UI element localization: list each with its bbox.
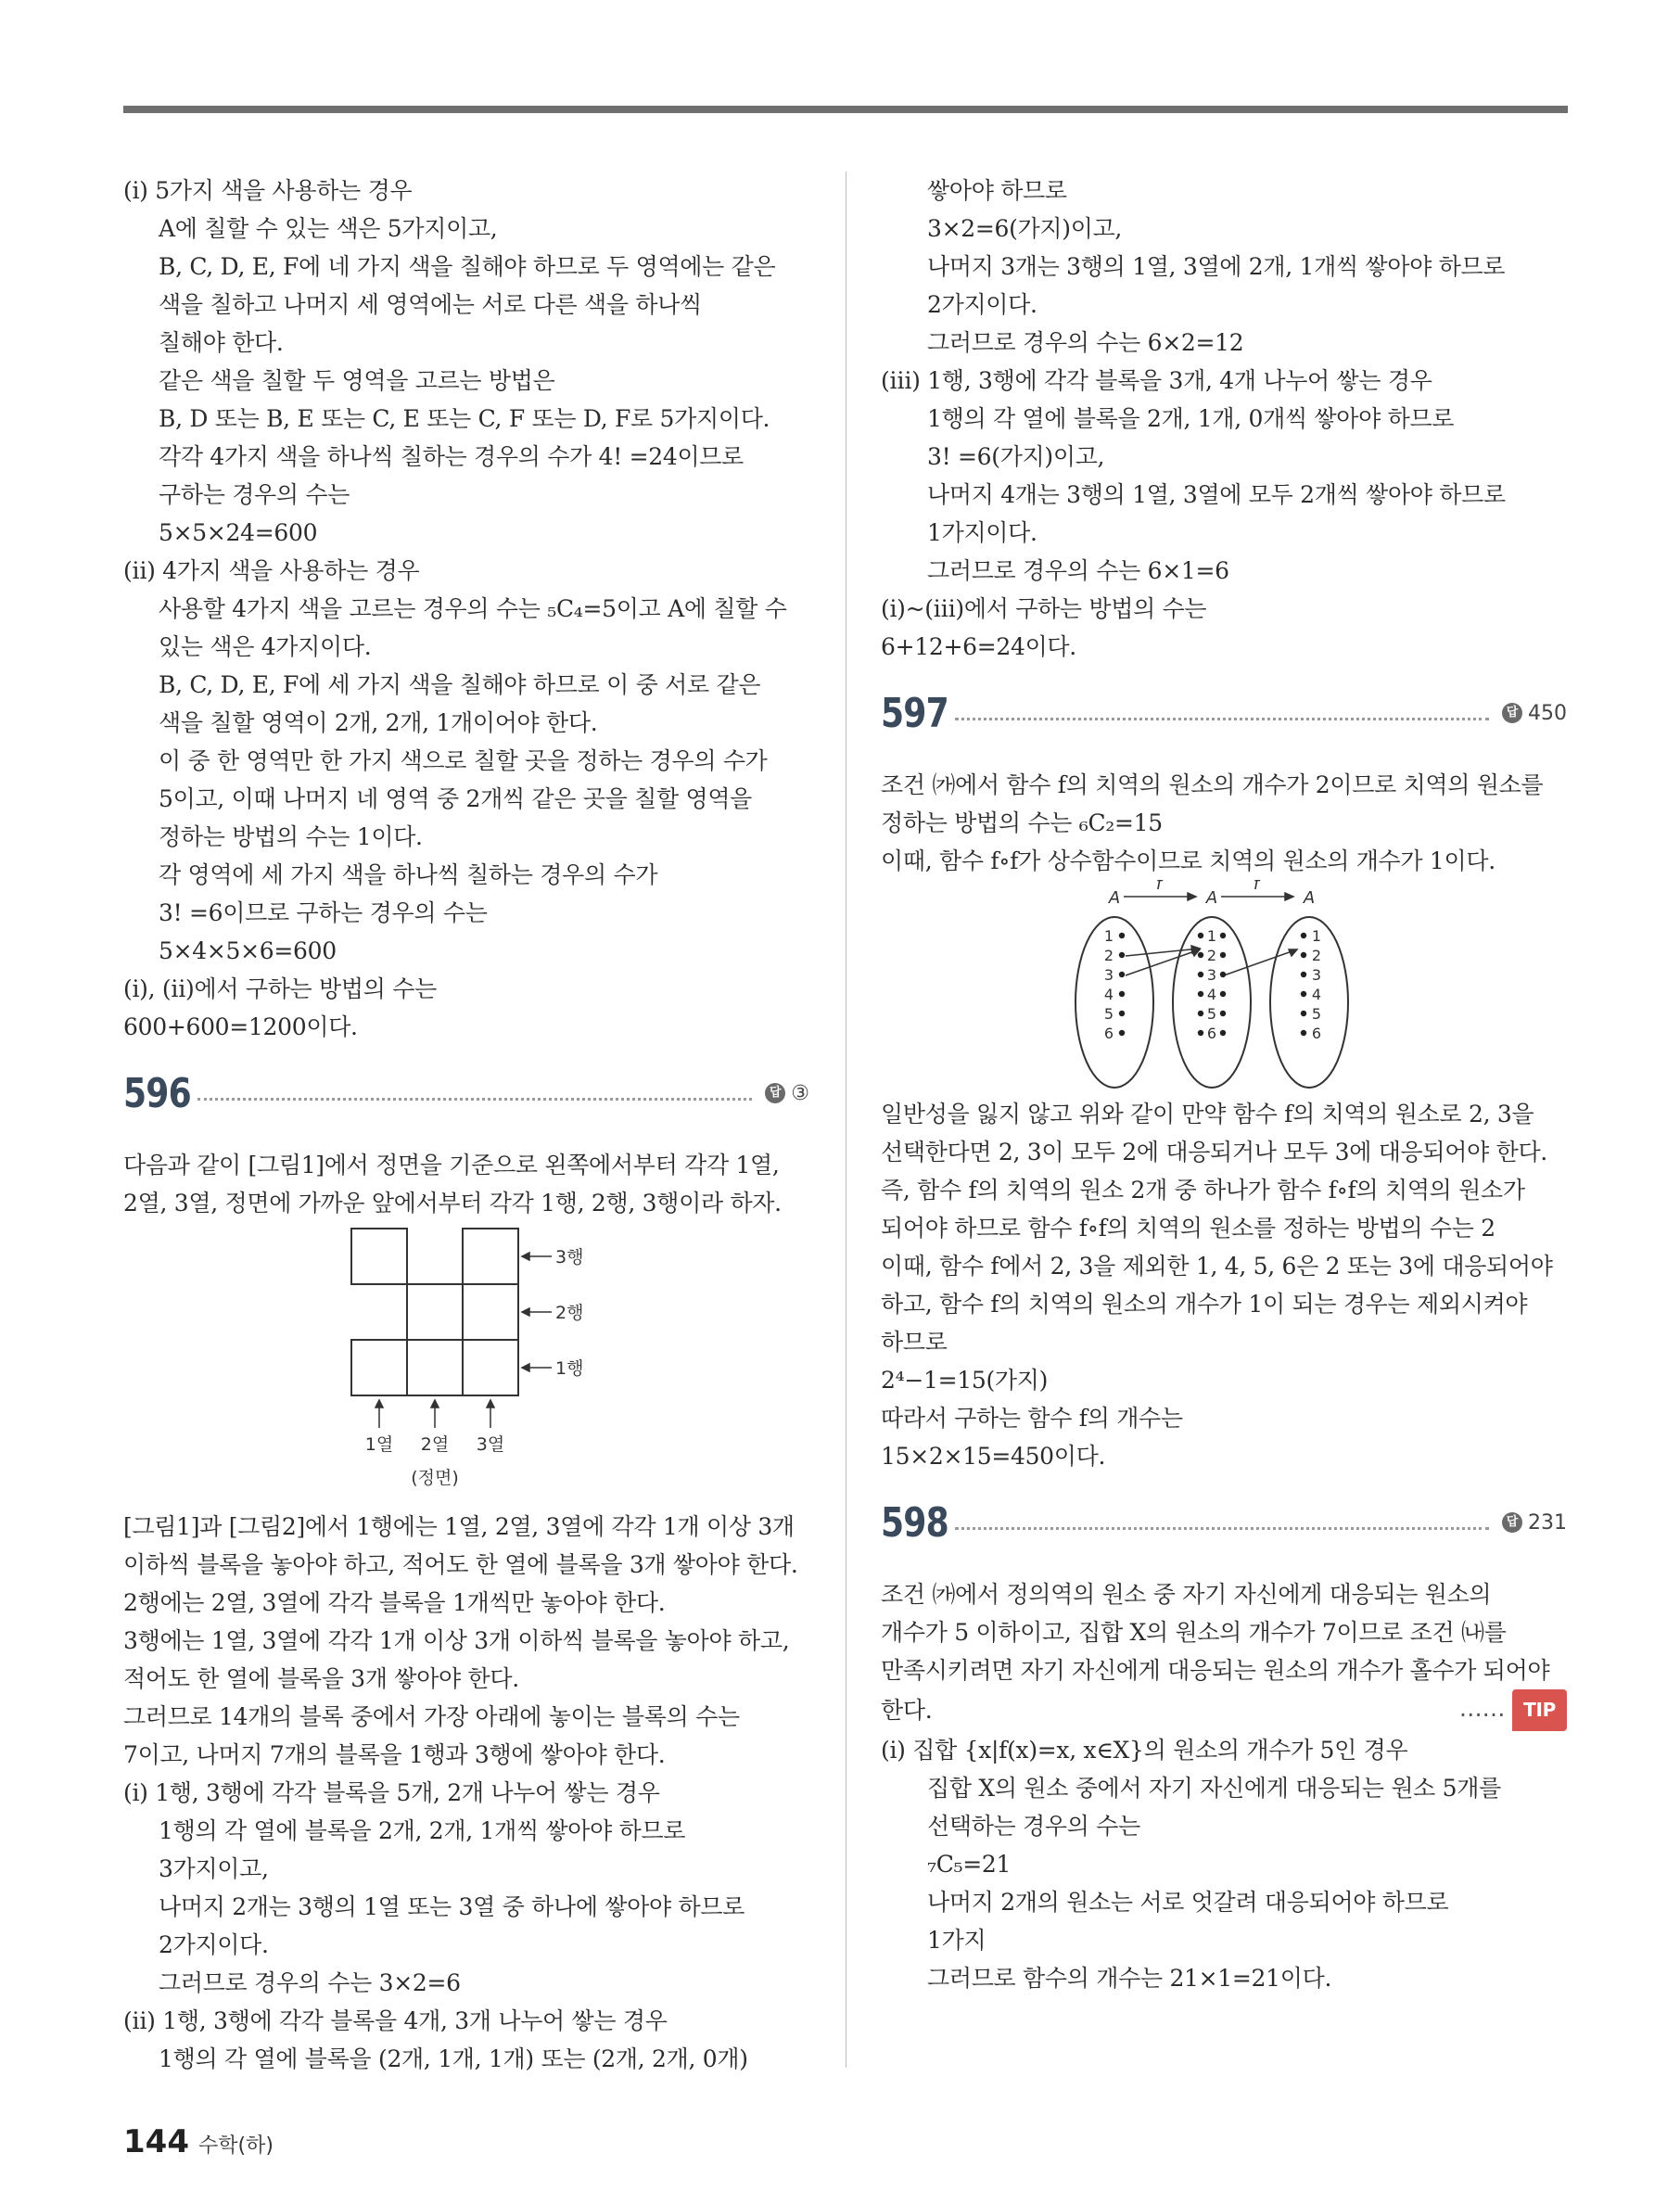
- text-line: (ⅰ) 1행, 3행에 각각 블록을 5개, 2개 나누어 쌓는 경우: [123, 1779, 660, 1806]
- text-line: 그러므로 14개의 블록 중에서 가장 아래에 놓이는 블록의 수는: [123, 1703, 740, 1730]
- text-line: 각각 4가지 색을 하나씩 칠하는 경우의 수가 4! =24이므로: [159, 443, 744, 470]
- text-line: 하므로: [881, 1329, 948, 1356]
- set-element-dot: [1198, 933, 1203, 938]
- set-label-a: A: [1108, 888, 1121, 908]
- set-element-dot: [1220, 991, 1226, 997]
- text-line: (ⅰ)~(ⅲ)에서 구하는 방법의 수는: [881, 595, 1207, 622]
- text-line: 적어도 한 열에 블록을 3개 쌓아야 한다.: [123, 1665, 519, 1692]
- text-line: (ⅰ) 집합 {x|f(x)=x, x∈X}의 원소의 개수가 5인 경우: [881, 1737, 1408, 1764]
- set-element-dot: [1301, 933, 1306, 938]
- func-label-f: f: [1253, 880, 1260, 894]
- set-element-dot: [1119, 1030, 1125, 1036]
- set-element-dot: [1119, 991, 1125, 997]
- set-element-label: 3: [1206, 966, 1217, 984]
- problem-number: 598: [881, 1498, 948, 1547]
- text-line: 1행의 각 열에 블록을 2개, 1개, 0개씩 쌓아야 하므로: [927, 405, 1455, 432]
- set-element-label: 4: [1311, 986, 1322, 1003]
- text-line: 그러므로 경우의 수는 3×2=6: [159, 1969, 461, 1996]
- answer-icon: 답: [765, 1083, 785, 1103]
- text-line: 1행의 각 열에 블록을 2개, 2개, 1개씩 쌓아야 하므로: [159, 1817, 686, 1844]
- text-line: 3가지이고,: [159, 1855, 269, 1882]
- row-label-3: 3행: [555, 1247, 584, 1267]
- text-line: 만족시키려면 자기 자신에게 대응되는 원소의 개수가 홀수가 되어야: [881, 1657, 1550, 1684]
- function-mapping-figure: [881, 880, 1567, 1095]
- row-label-1: 1행: [555, 1358, 584, 1379]
- text-line: 집합 X의 원소 중에서 자기 자신에게 대응되는 원소 5개를: [927, 1775, 1501, 1802]
- text-line: 5이고, 이때 나머지 네 영역 중 2개씩 같은 곳을 칠할 영역을: [159, 785, 753, 812]
- answer-value: ③: [791, 1081, 809, 1105]
- text-line: 선택한다면 2, 3이 모두 2에 대응되거나 모두 3에 대응되어야 한다.: [881, 1139, 1547, 1166]
- text-line: 사용할 4가지 색을 고르는 경우의 수는 ₅C₄=5이고 A에 칠할 수: [159, 595, 787, 622]
- problem-598-header: [881, 1492, 1567, 1553]
- answer-value: 450: [1528, 701, 1567, 725]
- set-element-dot: [1198, 1030, 1203, 1036]
- set-element-dot: [1198, 1011, 1203, 1016]
- set-element-label: 3: [1311, 966, 1322, 984]
- text-line: 6+12+6=24이다.: [881, 633, 1076, 660]
- text-line: (ⅱ) 1행, 3행에 각각 블록을 4개, 3개 나누어 쌓는 경우: [123, 2007, 668, 2034]
- text-line: 3! =6(가지)이고,: [927, 443, 1105, 470]
- text-line: 3행에는 1열, 3열에 각각 1개 이상 3개 이하씩 블록을 놓아야 하고,: [123, 1627, 790, 1654]
- set-element-dot: [1301, 952, 1306, 958]
- text-line: 3×2=6(가지)이고,: [927, 215, 1123, 242]
- page-number: 144: [123, 2123, 189, 2160]
- block-grid-svg: [123, 1222, 809, 1508]
- page-footer: [123, 2123, 274, 2160]
- text-line: 나머지 2개는 3행의 1열 또는 3열 중 하나에 쌓아야 하므로: [159, 1893, 745, 1920]
- text-line: 한다.: [881, 1697, 933, 1724]
- text-line: 이하씩 블록을 놓아야 하고, 적어도 한 열에 블록을 3개 쌓아야 한다.: [123, 1551, 798, 1578]
- set-element-label: 3: [1103, 966, 1114, 984]
- set-element-label: 6: [1103, 1025, 1114, 1042]
- text-line: ₇C₅=21: [927, 1851, 1012, 1878]
- set-element-dot: [1301, 1011, 1306, 1016]
- text-line: 7이고, 나머지 7개의 블록을 1행과 3행에 쌓아야 한다.: [123, 1741, 666, 1768]
- set-element-label: 4: [1103, 986, 1114, 1003]
- text-line: 개수가 5 이하이고, 집합 X의 원소의 개수가 7이므로 조건 ㈏를: [881, 1619, 1507, 1646]
- set-element-label: 1: [1311, 927, 1322, 945]
- right-column: [881, 172, 1567, 1997]
- problem-number: 597: [881, 689, 948, 737]
- row-label-2: 2행: [555, 1303, 584, 1323]
- text-line: 그러므로 경우의 수는 6×2=12: [927, 329, 1244, 356]
- answer-badge: [1502, 702, 1567, 725]
- text-line: 일반성을 잃지 않고 위와 같이 만약 함수 f의 치역의 원소로 2, 3을: [881, 1101, 1534, 1127]
- text-line: 15×2×15=450이다.: [881, 1443, 1106, 1470]
- set-element-label: 2: [1311, 947, 1322, 964]
- set-element-dot: [1220, 952, 1226, 958]
- tip-line: [881, 1689, 1567, 1731]
- text-line: [그림1]과 [그림2]에서 1행에는 1열, 2열, 3열에 각각 1개 이상 3개: [123, 1513, 795, 1540]
- col-label-2: 2열: [420, 1434, 450, 1455]
- set-label-a: A: [1205, 888, 1218, 908]
- set-element-dot: [1301, 991, 1306, 997]
- text-line: 2열, 3열, 정면에 가까운 앞에서부터 각각 1행, 2행, 3행이라 하자.: [123, 1190, 782, 1217]
- text-line: 이 중 한 영역만 한 가지 색으로 칠할 곳을 정하는 경우의 수가: [159, 747, 768, 774]
- problem-596-header: [123, 1063, 809, 1124]
- set-element-dot: [1198, 952, 1203, 958]
- book-title: 수학(하): [197, 2134, 274, 2158]
- problem-number: 596: [123, 1069, 191, 1117]
- set-element-dot: [1220, 972, 1226, 977]
- text-line: 각 영역에 세 가지 색을 하나씩 칠하는 경우의 수가: [159, 861, 658, 888]
- text-line: 그러므로 경우의 수는 6×1=6: [927, 557, 1229, 584]
- text-line: 나머지 4개는 3행의 1열, 3열에 모두 2개씩 쌓아야 하므로: [927, 481, 1506, 508]
- text-line: 따라서 구하는 함수 f의 개수는: [881, 1405, 1183, 1432]
- text-line: B, D 또는 B, E 또는 C, E 또는 C, F 또는 D, F로 5가지이다.: [159, 405, 770, 432]
- set-element-dot: [1198, 991, 1203, 997]
- col-label-1: 1열: [364, 1434, 394, 1455]
- set-label-a: A: [1303, 888, 1316, 908]
- text-line: 1가지이다.: [927, 519, 1037, 546]
- problem-597-header: [881, 682, 1567, 744]
- block-grid-figure: [123, 1222, 809, 1508]
- answer-icon: 답: [1502, 1512, 1522, 1533]
- text-line: 2행에는 2열, 3열에 각각 블록을 1개씩만 놓아야 한다.: [123, 1589, 666, 1616]
- text-line: 되어야 하므로 함수 f∘f의 치역의 원소를 정하는 방법의 수는 2: [881, 1215, 1495, 1242]
- text-line: 5×5×24=600: [159, 519, 318, 546]
- answer-value: 231: [1528, 1510, 1567, 1535]
- set-element-dot: [1301, 1030, 1306, 1036]
- set-element-label: 5: [1206, 1005, 1217, 1023]
- tip-dots: ……: [1458, 1695, 1506, 1722]
- text-line: 조건 ㈎에서 함수 f의 치역의 원소의 개수가 2이므로 치역의 원소를: [881, 771, 1544, 798]
- text-line: B, C, D, E, F에 네 가지 색을 칠해야 하므로 두 영역에는 같은: [159, 253, 776, 280]
- tip-marker: [1459, 1689, 1567, 1731]
- text-line: B, C, D, E, F에 세 가지 색을 칠해야 하므로 이 중 서로 같은: [159, 671, 761, 698]
- set-element-label: 2: [1206, 947, 1217, 964]
- text-line: 600+600=1200이다.: [123, 1013, 358, 1040]
- col-label-3: 3열: [476, 1434, 505, 1455]
- text-line: 2가지이다.: [927, 291, 1037, 318]
- text-line: (ⅰ) 5가지 색을 사용하는 경우: [123, 177, 413, 204]
- set-element-label: 6: [1206, 1025, 1217, 1042]
- set-element-dot: [1119, 1011, 1125, 1016]
- text-line: (ⅰ), (ⅱ)에서 구하는 방법의 수는: [123, 975, 437, 1002]
- left-column: [123, 172, 809, 2078]
- text-line: 있는 색은 4가지이다.: [159, 633, 372, 660]
- text-line: 2가지이다.: [159, 1931, 269, 1958]
- text-line: (ⅱ) 4가지 색을 사용하는 경우: [123, 557, 420, 584]
- text-line: 이때, 함수 f∘f가 상수함수이므로 치역의 원소의 개수가 1이다.: [881, 847, 1495, 874]
- set-element-dot: [1301, 972, 1306, 977]
- text-line: 5×4×5×6=600: [159, 937, 337, 964]
- text-line: (ⅲ) 1행, 3행에 각각 블록을 3개, 4개 나누어 쌓는 경우: [881, 367, 1432, 394]
- tip-badge[interactable]: TIP: [1512, 1689, 1567, 1731]
- text-line: 정하는 방법의 수는 ₆C₂=15: [881, 809, 1163, 836]
- front-label: (정면): [411, 1468, 459, 1488]
- set-element-dot: [1119, 933, 1125, 938]
- text-line: 같은 색을 칠할 두 영역을 고르는 방법은: [159, 367, 555, 394]
- text-line: A에 칠할 수 있는 색은 5가지이고,: [159, 215, 498, 242]
- set-element-label: 4: [1206, 986, 1217, 1003]
- set-element-label: 5: [1311, 1005, 1322, 1023]
- text-line: 칠해야 한다.: [159, 329, 284, 356]
- set-element-label: 1: [1103, 927, 1114, 945]
- text-line: 다음과 같이 [그림1]에서 정면을 기준으로 왼쪽에서부터 각각 1열,: [123, 1152, 780, 1178]
- set-element-dot: [1119, 972, 1125, 977]
- answer-icon: 답: [1502, 703, 1522, 723]
- set-element-dot: [1220, 933, 1226, 938]
- top-rule: [123, 106, 1568, 113]
- text-line: 1행의 각 열에 블록을 (2개, 1개, 1개) 또는 (2개, 2개, 0개): [159, 2045, 748, 2072]
- text-line: 조건 ㈎에서 정의역의 원소 중 자기 자신에게 대응되는 원소의: [881, 1581, 1492, 1608]
- text-line: 색을 칠하고 나머지 세 영역에는 서로 다른 색을 하나씩: [159, 291, 702, 318]
- dotted-leader: [197, 1098, 752, 1101]
- dotted-leader: [955, 1527, 1489, 1530]
- answer-badge: [1502, 1511, 1567, 1535]
- set-element-label: 1: [1206, 927, 1217, 945]
- func-label-f: f: [1155, 880, 1163, 894]
- set-element-label: 5: [1103, 1005, 1114, 1023]
- text-line: 하고, 함수 f의 치역의 원소의 개수가 1이 되는 경우는 제외시켜야: [881, 1291, 1528, 1318]
- text-line: 구하는 경우의 수는: [159, 481, 350, 508]
- answer-badge: [765, 1082, 809, 1105]
- text-line: 이때, 함수 f에서 2, 3을 제외한 1, 4, 5, 6은 2 또는 3에 대응되어야: [881, 1253, 1553, 1280]
- set-element-dot: [1220, 1011, 1226, 1016]
- text-line: 색을 칠할 영역이 2개, 2개, 1개이어야 한다.: [159, 709, 598, 736]
- text-line: 2⁴−1=15(가지): [881, 1367, 1049, 1394]
- set-element-label: 2: [1103, 947, 1114, 964]
- text-line: 선택하는 경우의 수는: [927, 1813, 1140, 1840]
- text-line: 나머지 2개의 원소는 서로 엇갈려 대응되어야 하므로: [927, 1889, 1449, 1916]
- text-line: 즉, 함수 f의 치역의 원소 2개 중 하나가 함수 f∘f의 치역의 원소가: [881, 1177, 1525, 1204]
- text-line: 정하는 방법의 수는 1이다.: [159, 823, 423, 850]
- text-line: 쌓아야 하므로: [927, 177, 1067, 204]
- set-element-label: 6: [1311, 1025, 1322, 1042]
- set-element-dot: [1198, 972, 1203, 977]
- set-element-dot: [1220, 1030, 1226, 1036]
- mapping-svg: [881, 880, 1567, 1095]
- text-line: 1가지: [927, 1927, 986, 1954]
- dotted-leader: [955, 718, 1489, 720]
- set-element-dot: [1119, 952, 1125, 958]
- text-line: 그러므로 함수의 개수는 21×1=21이다.: [927, 1965, 1332, 1992]
- text-line: 3! =6이므로 구하는 경우의 수는: [159, 899, 488, 926]
- text-line: 나머지 3개는 3행의 1열, 3열에 2개, 1개씩 쌓아야 하므로: [927, 253, 1506, 280]
